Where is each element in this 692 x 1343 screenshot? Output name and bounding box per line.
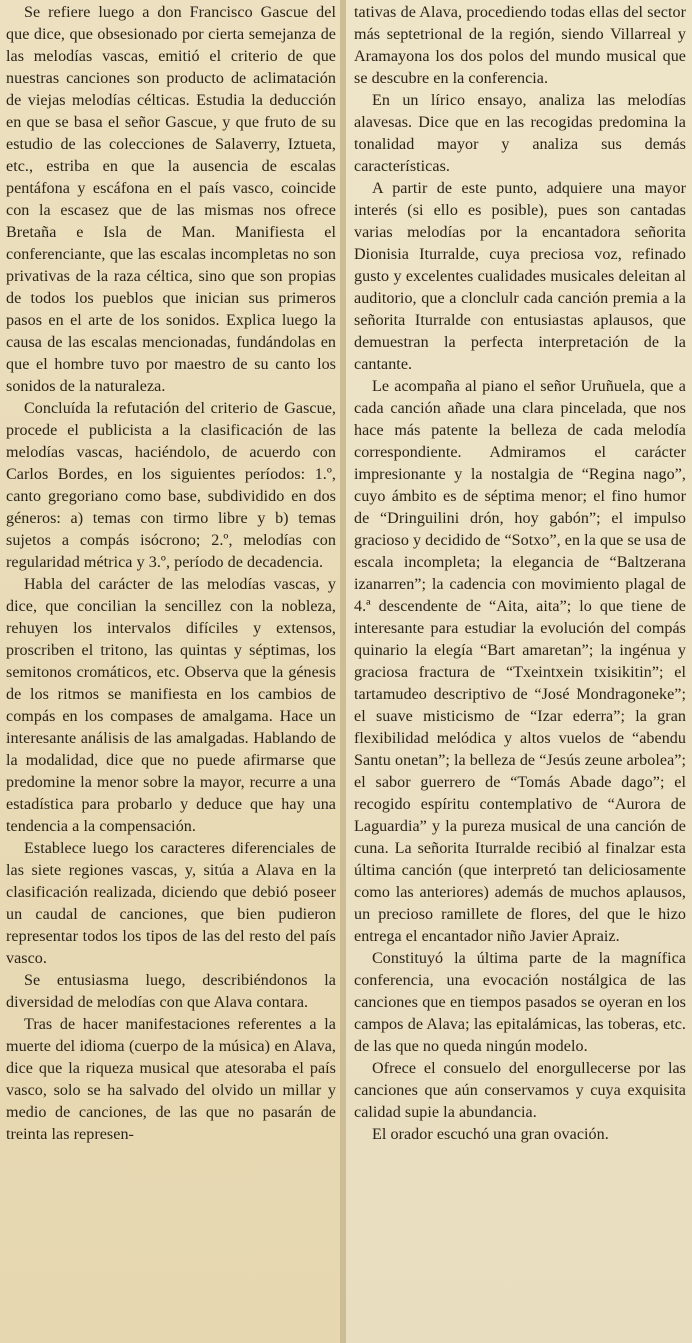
- right-column: [346, 0, 692, 1343]
- paragraph-continuation: tativas de Alava, procediendo todas ellas del sector más septetrional de la región, siendo Villarreal y Aramayona los dos polos del mundo musical que se descubre en la conferencia.: [354, 4, 686, 87]
- paragraph: Se refiere luego a don Francisco Gascue del que dice, que obsesionado por cierta semejanza de las melodías vascas, emitió el criterio de que nuestras canciones son producto de aclimatación de viejas melodías célticas. Estudia la deducción en que se basa el señor Gascue, y que fruto de su estudio de las colecciones de Salaverry, Iztueta, etc., estriba en que la ausencia de escalas pentáfona y escáfona en el país vasco, coincide con la escasez que de las mismas nos ofrece Bretaña e Isla de Man. Manifiesta el conferenciante, que las escalas incompletas no son privativas de la raza céltica, sino que son propias de todos los pueblos que inician sus primeros pasos en el arte de los sonidos. Explica luego la causa de las escalas mencionadas, fundándolas en que el hombre tuvo por maestro de su canto los sonidos de la naturaleza.: [6, 4, 336, 395]
- paragraph: A partir de este punto, adquiere una mayor interés (si ello es posible), pues son cantadas varias melodías por la encantadora señorita Dionisia Iturralde, cuya preciosa voz, refinado gusto y excelentes cualidades musicales deleitan al auditorio, que a clonclulr cada canción premia a la señorita Iturralde con entusiastas aplausos, que demuestran la perfecta interpretación de la cantante.: [354, 180, 686, 373]
- paragraph: Tras de hacer manifestaciones referentes a la muerte del idioma (cuerpo de la música) en Alava, dice que la riqueza musical que atesoraba el país vasco, solo se ha salvado del olvido un millar y medio de canciones, de las que no pasarán de treinta las represen-: [6, 1016, 336, 1143]
- paragraph: Concluída la refutación del criterio de Gascue, procede el publicista a la clasificación de las melodías vascas, haciéndolo, de acuerdo con Carlos Bordes, en los siguientes períodos: 1.º, canto gregoriano como base, subdividido en dos géneros: a) temas con tirmo libre y b) temas sujetos a compás isócrono; 2.º, melodías con regularidad métrica y 3.º, período de decadencia.: [6, 400, 336, 571]
- left-column: [0, 0, 340, 1343]
- paragraph: Constituyó la última parte de la magnífica conferencia, una evocación nostálgica de las canciones que en tiempos pasados se oyeran en los campos de Alava; las epitalámicas, las toberas, etc. de las que no queda ningún modelo.: [354, 950, 686, 1055]
- paragraph: En un lírico ensayo, analiza las melodías alavesas. Dice que en las recogidas predomina la tonalidad mayor y analiza sus demás características.: [354, 92, 686, 175]
- paragraph: Ofrece el consuelo del enorgullecerse por las canciones que aún conservamos y cuya exquisita calidad supie la abundancia.: [354, 1060, 686, 1121]
- paragraph: Le acompaña al piano el señor Uruñuela, que a cada canción añade una clara pincelada, que nos hace más patente la belleza de cada melodía correspondiente. Admiramos el carácter impresionante y la nostalgia de “Regina nago”, cuyo ámbito es de séptima menor; el fino humor de “Dringuilini drón, hoy gabón”; el impulso gracioso y decidido de “Sotxo”, en la que se usa de escala incompleta; la elegancia de “Baltzerana izanarren”; la cadencia con movimiento plagal de 4.ª descendente de “Aita, aita”; lo que tiene de interesante para estudiar la evolución del compás quinario la elegía “Bart amaretan”; la ingénua y graciosa fractura de “Txeintxein txisikitin”; el tartamudeo descriptivo de “José Mondragoneke”; el suave misticismo de “Izar ederra”; la gran flexibilidad melódica y altos vuelos de “abendu Santu onetan”; la belleza de “Jesús zeune arbolea”; el sabor guerrero de “Tomás Abade dago”; el recogido espíritu contemplativo de “Aurora de Laguardia” y la pureza musical de una canción de cuna. La señorita Iturralde recibió al finalzar esta última canción (que interpretó tan deliciosamente como las anteriores) además de muchos aplausos, un precioso ramillete de flores, del que le hizo entrega el encantador niño Javier Apraiz.: [354, 378, 686, 945]
- paragraph: El orador escuchó una gran ovación.: [372, 1126, 609, 1143]
- paragraph: Se entusiasma luego, describiéndonos la diversidad de melodías con que Alava contara.: [6, 972, 336, 1011]
- paragraph: Habla del carácter de las melodías vascas, y dice, que concilian la sencillez con la nobleza, rehuyen los intervalos difíciles y extensos, proscriben el tritono, las quintas y séptimas, los semitonos cromáticos, etc. Observa que la génesis de los ritmos se manifiesta en los cambios de compás en los compases de amalgama. Hace un interesante análisis de las amalgadas. Hablando de la modalidad, dice que no puede afirmarse que predomine la menor sobre la mayor, recurre a una estadística para probarlo y deduce que hay una tendencia a la compensación.: [6, 576, 336, 835]
- paragraph: Establece luego los caracteres diferenciales de las siete regiones vascas, y, sitúa a Alava en la clasificación realizada, diciendo que debió poseer un caudal de canciones, que bien pudieron representar todos los tipos de las del resto del país vasco.: [6, 840, 336, 967]
